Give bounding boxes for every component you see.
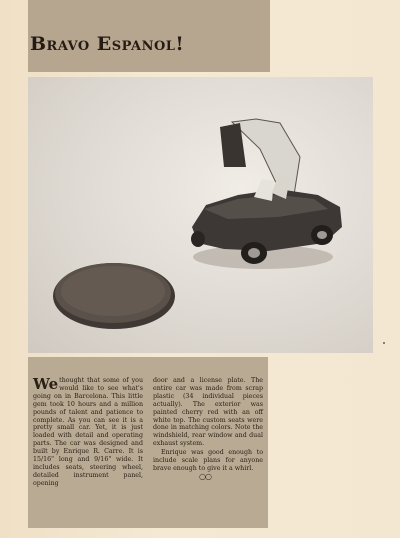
article-col1-text: thought that some of you would like to see what's going on in Barcelona. This little gem took 10 hours and a million pounds of talent and patience to complete. As you can see it is a pretty small car. Yet, it is just loaded with detail and operating parts. The car was designed and built by Enrique R. Carre. It is 15/16" long and 9/16" wide. It includes seats, steering wheel, detailed instrument panel, opening xyxy=(33,377,143,487)
page-title: Bravo Espanol! xyxy=(30,33,185,55)
coin-photo xyxy=(53,263,175,329)
model-car-photo xyxy=(191,119,342,264)
article-col2-paragraph-2: Enrique was good enough to include scale plans for anyone brave enough to give it a whirl. xyxy=(153,449,263,472)
end-mark: ○○ xyxy=(199,472,211,481)
article-column-1 xyxy=(33,377,143,489)
page-speck xyxy=(383,342,385,344)
article-column-2 xyxy=(153,377,263,474)
article-photo xyxy=(28,77,373,353)
article-col2-paragraph-1: door and a license plate. The entire car was made from scrap plastic (34 individual pieces actually). The exterior was painted cherry red with an off white top. The custom seats were done in matching colors. Note the windshield, rear window and dual exhaust system. xyxy=(153,377,263,448)
drop-cap: We xyxy=(33,375,59,393)
